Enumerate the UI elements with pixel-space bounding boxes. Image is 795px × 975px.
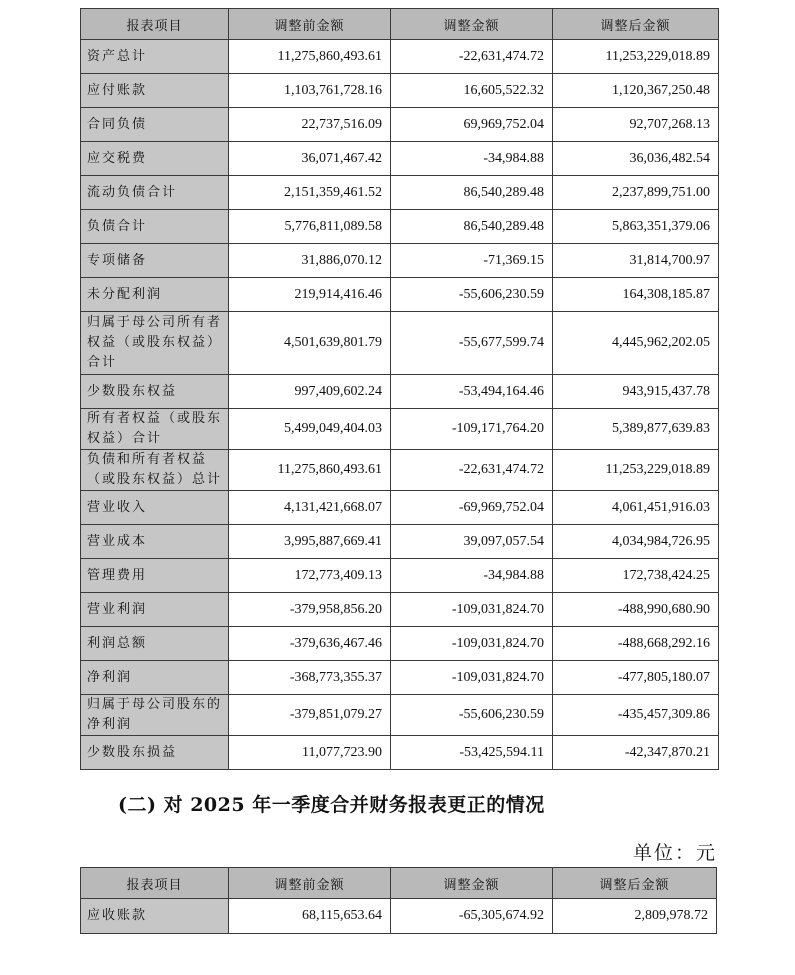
row-adjust: -22,631,474.72 xyxy=(391,450,553,491)
row-item: 应交税费 xyxy=(81,142,229,176)
row-adjust: -55,606,230.59 xyxy=(391,278,553,312)
row-before: 11,275,860,493.61 xyxy=(229,450,391,491)
header-before: 调整前金额 xyxy=(229,868,391,899)
table-row xyxy=(81,627,719,661)
row-before: 3,995,887,669.41 xyxy=(229,525,391,559)
row-after: 4,445,962,202.05 xyxy=(553,312,719,375)
table-row xyxy=(81,491,719,525)
row-after: 2,237,899,751.00 xyxy=(553,176,719,210)
row-adjust: -34,984.88 xyxy=(391,142,553,176)
table-row xyxy=(81,312,719,375)
row-before: -368,773,355.37 xyxy=(229,661,391,695)
row-item: 营业成本 xyxy=(81,525,229,559)
row-after: 31,814,700.97 xyxy=(553,244,719,278)
row-item: 合同负债 xyxy=(81,108,229,142)
restatement-table-annual xyxy=(80,8,719,770)
row-item: 归属于母公司股东的净利润 xyxy=(81,695,229,736)
row-item: 负债合计 xyxy=(81,210,229,244)
row-adjust: -65,305,674.92 xyxy=(391,899,553,934)
row-adjust: -34,984.88 xyxy=(391,559,553,593)
row-adjust: -109,031,824.70 xyxy=(391,627,553,661)
table-row xyxy=(81,142,719,176)
table-row xyxy=(81,244,719,278)
row-before: 36,071,467.42 xyxy=(229,142,391,176)
row-after: 11,253,229,018.89 xyxy=(553,40,719,74)
row-adjust: 86,540,289.48 xyxy=(391,210,553,244)
row-adjust: -22,631,474.72 xyxy=(391,40,553,74)
table-row xyxy=(81,593,719,627)
row-after: -488,668,292.16 xyxy=(553,627,719,661)
row-after: 943,915,437.78 xyxy=(553,375,719,409)
row-after: 36,036,482.54 xyxy=(553,142,719,176)
table-header-row xyxy=(81,868,717,899)
row-item: 营业利润 xyxy=(81,593,229,627)
row-before: 11,077,723.90 xyxy=(229,736,391,770)
row-before: 4,131,421,668.07 xyxy=(229,491,391,525)
row-item: 营业收入 xyxy=(81,491,229,525)
table-row xyxy=(81,409,719,450)
row-before: -379,636,467.46 xyxy=(229,627,391,661)
table-row xyxy=(81,695,719,736)
row-after: 11,253,229,018.89 xyxy=(553,450,719,491)
row-after: 92,707,268.13 xyxy=(553,108,719,142)
row-after: -435,457,309.86 xyxy=(553,695,719,736)
row-after: 2,809,978.72 xyxy=(553,899,717,934)
row-adjust: -53,425,594.11 xyxy=(391,736,553,770)
row-item: 专项储备 xyxy=(81,244,229,278)
row-before: 22,737,516.09 xyxy=(229,108,391,142)
table-row xyxy=(81,736,719,770)
row-adjust: -53,494,164.46 xyxy=(391,375,553,409)
row-item: 应付账款 xyxy=(81,74,229,108)
header-item: 报表项目 xyxy=(81,9,229,40)
header-after: 调整后金额 xyxy=(553,9,719,40)
row-item: 少数股东损益 xyxy=(81,736,229,770)
restatement-table-q1 xyxy=(80,867,717,934)
row-adjust: -69,969,752.04 xyxy=(391,491,553,525)
table-row xyxy=(81,176,719,210)
row-adjust: -55,606,230.59 xyxy=(391,695,553,736)
row-adjust: 39,097,057.54 xyxy=(391,525,553,559)
row-after: 5,389,877,639.83 xyxy=(553,409,719,450)
table-header-row xyxy=(81,9,719,40)
table-row xyxy=(81,108,719,142)
row-item: 资产总计 xyxy=(81,40,229,74)
row-item: 管理费用 xyxy=(81,559,229,593)
row-item: 流动负债合计 xyxy=(81,176,229,210)
row-before: 219,914,416.46 xyxy=(229,278,391,312)
row-adjust: 16,605,522.32 xyxy=(391,74,553,108)
row-adjust: -55,677,599.74 xyxy=(391,312,553,375)
row-adjust: 69,969,752.04 xyxy=(391,108,553,142)
row-before: 31,886,070.12 xyxy=(229,244,391,278)
row-before: 5,776,811,089.58 xyxy=(229,210,391,244)
row-before: 11,275,860,493.61 xyxy=(229,40,391,74)
table-row xyxy=(81,40,719,74)
row-before: 997,409,602.24 xyxy=(229,375,391,409)
row-adjust: -71,369.15 xyxy=(391,244,553,278)
row-before: 1,103,761,728.16 xyxy=(229,74,391,108)
row-before: -379,851,079.27 xyxy=(229,695,391,736)
table-row xyxy=(81,899,717,934)
table-row xyxy=(81,525,719,559)
header-before: 调整前金额 xyxy=(229,9,391,40)
table-row xyxy=(81,375,719,409)
table-row xyxy=(81,74,719,108)
row-item: 利润总额 xyxy=(81,627,229,661)
row-item: 应收账款 xyxy=(81,899,229,934)
header-adjust: 调整金额 xyxy=(391,868,553,899)
row-adjust: -109,031,824.70 xyxy=(391,593,553,627)
row-item: 归属于母公司所有者权益（或股东权益）合计 xyxy=(81,312,229,375)
row-item: 未分配利润 xyxy=(81,278,229,312)
row-after: 4,061,451,916.03 xyxy=(553,491,719,525)
row-before: 172,773,409.13 xyxy=(229,559,391,593)
row-before: 68,115,653.64 xyxy=(229,899,391,934)
row-before: 5,499,049,404.03 xyxy=(229,409,391,450)
row-after: 164,308,185.87 xyxy=(553,278,719,312)
row-item: 所有者权益（或股东权益）合计 xyxy=(81,409,229,450)
table-row xyxy=(81,661,719,695)
row-before: 4,501,639,801.79 xyxy=(229,312,391,375)
header-item: 报表项目 xyxy=(81,868,229,899)
header-adjust: 调整金额 xyxy=(391,9,553,40)
row-after: 4,034,984,726.95 xyxy=(553,525,719,559)
row-adjust: -109,171,764.20 xyxy=(391,409,553,450)
unit-label: 单位：元 xyxy=(632,842,717,864)
row-after: 172,738,424.25 xyxy=(553,559,719,593)
table-row xyxy=(81,210,719,244)
section-heading: (二) 对 2025 年一季度合并财务报表更正的情况 xyxy=(118,794,545,816)
row-after: -488,990,680.90 xyxy=(553,593,719,627)
row-item: 净利润 xyxy=(81,661,229,695)
row-adjust: -109,031,824.70 xyxy=(391,661,553,695)
row-before: -379,958,856.20 xyxy=(229,593,391,627)
row-adjust: 86,540,289.48 xyxy=(391,176,553,210)
row-after: -477,805,180.07 xyxy=(553,661,719,695)
row-after: -42,347,870.21 xyxy=(553,736,719,770)
table-row xyxy=(81,450,719,491)
row-before: 2,151,359,461.52 xyxy=(229,176,391,210)
table-row xyxy=(81,559,719,593)
row-after: 5,863,351,379.06 xyxy=(553,210,719,244)
row-after: 1,120,367,250.48 xyxy=(553,74,719,108)
row-item: 少数股东权益 xyxy=(81,375,229,409)
table-row xyxy=(81,278,719,312)
header-after: 调整后金额 xyxy=(553,868,717,899)
row-item: 负债和所有者权益（或股东权益）总计 xyxy=(81,450,229,491)
